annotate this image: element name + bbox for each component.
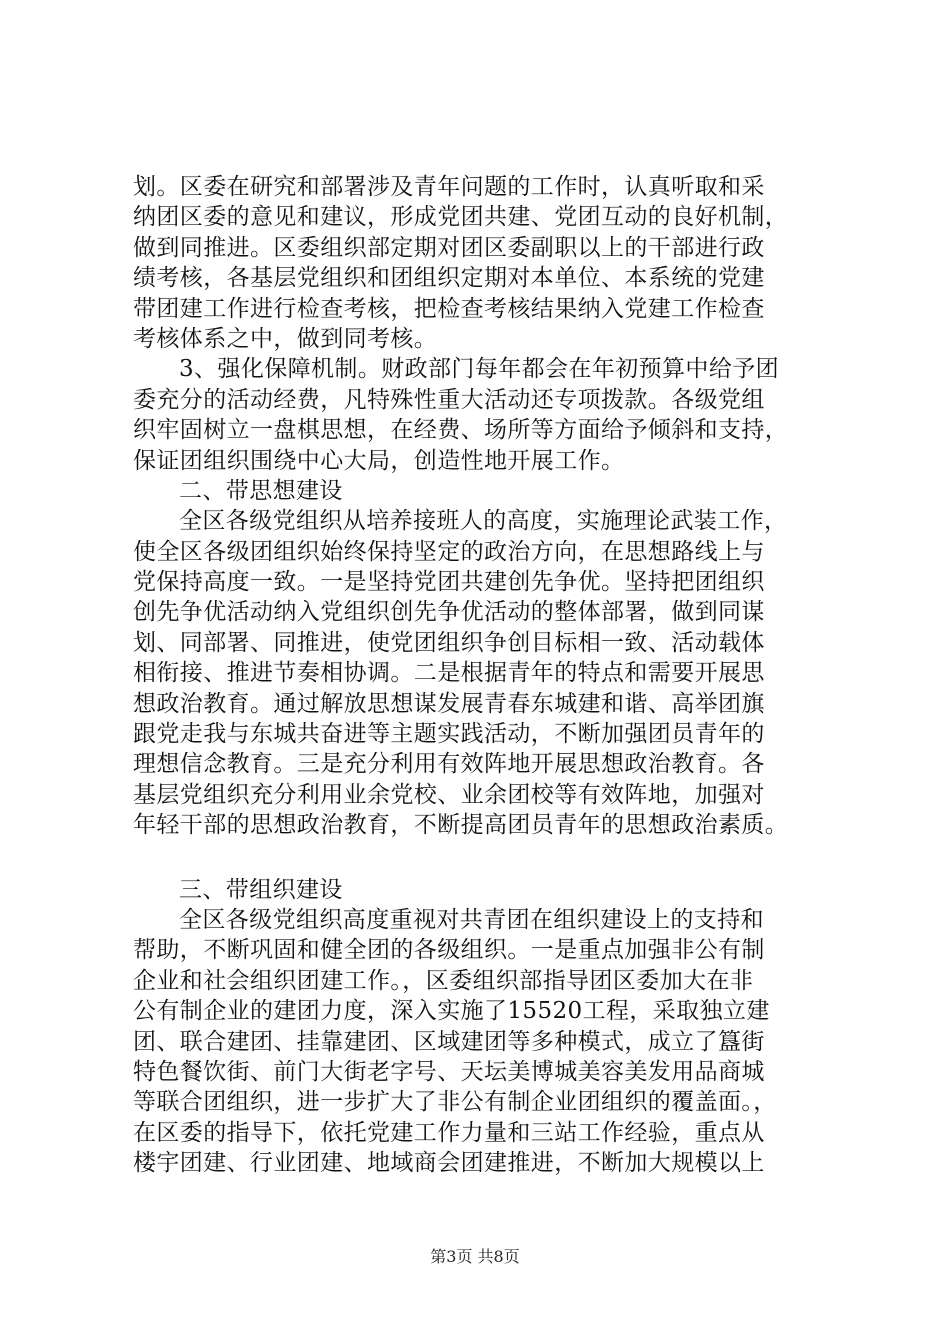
- text-line: 党保持高度一致。一是坚持党团共建创先争优。坚持把团组织: [133, 569, 765, 596]
- text-line: 跟党走我与东城共奋进等主题实践活动，不断加强团员青年的: [133, 721, 765, 748]
- text-line: 公有制企业的建团力度，深入实施了15520工程，采取独立建: [133, 998, 770, 1025]
- text-line: 考核体系之中，做到同考核。: [133, 325, 438, 352]
- text-line: 等联合团组织，进一步扩大了非公有制企业团组织的覆盖面。，: [133, 1089, 777, 1116]
- text-line: 3、强化保障机制。财政部门每年都会在年初预算中给予团: [179, 356, 780, 383]
- text-line: 保证团组织围绕中心大局，创造性地开展工作。: [133, 447, 625, 474]
- text-line: 创先争优活动纳入党组织创先争优活动的整体部署，做到同谋: [133, 599, 765, 626]
- text-line: 织牢固树立一盘棋思想，在经费、场所等方面给予倾斜和支持，: [133, 417, 789, 444]
- text-line: 团、联合建团、挂靠建团、区域建团等多种模式，成立了簋街: [133, 1028, 765, 1055]
- section-heading: 二、带思想建设: [179, 477, 343, 504]
- text-line: 带团建工作进行检查考核，把检查考核结果纳入党建工作检查: [133, 295, 765, 322]
- text-line: 企业和社会组织团建工作。，区委组织部指导团区委加大在非: [133, 967, 754, 994]
- text-line: 全区各级党组织从培养接班人的高度，实施理论武装工作，: [179, 508, 788, 535]
- text-line: 划。区委在研究和部署涉及青年问题的工作时，认真听取和采: [133, 174, 765, 200]
- paragraph-gap: [133, 841, 853, 875]
- text-line: 帮助，不断巩固和健全团的各级组织。一是重点加强非公有制: [133, 937, 765, 964]
- text-line: 年轻干部的思想政治教育，不断提高团员青年的思想政治素质。: [133, 812, 789, 839]
- text-line: 全区各级党组织高度重视对共青团在组织建设上的支持和: [179, 906, 764, 933]
- text-line: 使全区各级团组织始终保持坚定的政治方向，在思想路线上与: [133, 538, 765, 565]
- document-body: [133, 172, 853, 1179]
- text-line: 做到同推进。区委组织部定期对团区委副职以上的干部进行政: [133, 234, 765, 261]
- text-line: 相衔接、推进节奏相协调。二是根据青年的特点和需要开展思: [133, 660, 765, 687]
- text-line: 划、同部署、同推进，使党团组织争创目标相一致、活动载体: [133, 629, 765, 656]
- text-line: 理想信念教育。三是充分利用有效阵地开展思想政治教育。各: [133, 751, 765, 778]
- text-line: 楼宇团建、行业团建、地域商会团建推进，不断加大规模以上: [133, 1150, 765, 1177]
- text-line: 在区委的指导下，依托党建工作力量和三站工作经验，重点从: [133, 1119, 765, 1146]
- text-line: 想政治教育。通过解放思想谋发展青春东城建和谐、高举团旗: [133, 690, 765, 717]
- page-number-footer: 第3页 共8页: [430, 1247, 520, 1266]
- text-line: 纳团区委的意见和建议，形成党团共建、党团互动的良好机制，: [133, 204, 789, 231]
- text-line: 委充分的活动经费，凡特殊性重大活动还专项拨款。各级党组: [133, 386, 765, 413]
- text-line: 基层党组织充分利用业余党校、业余团校等有效阵地，加强对: [133, 781, 765, 808]
- text-line: 特色餐饮街、前门大街老字号、天坛美博城美容美发用品商城: [133, 1058, 765, 1085]
- section-heading: 三、带组织建设: [179, 876, 343, 903]
- text-line: 绩考核，各基层党组织和团组织定期对本单位、本系统的党建: [133, 265, 765, 292]
